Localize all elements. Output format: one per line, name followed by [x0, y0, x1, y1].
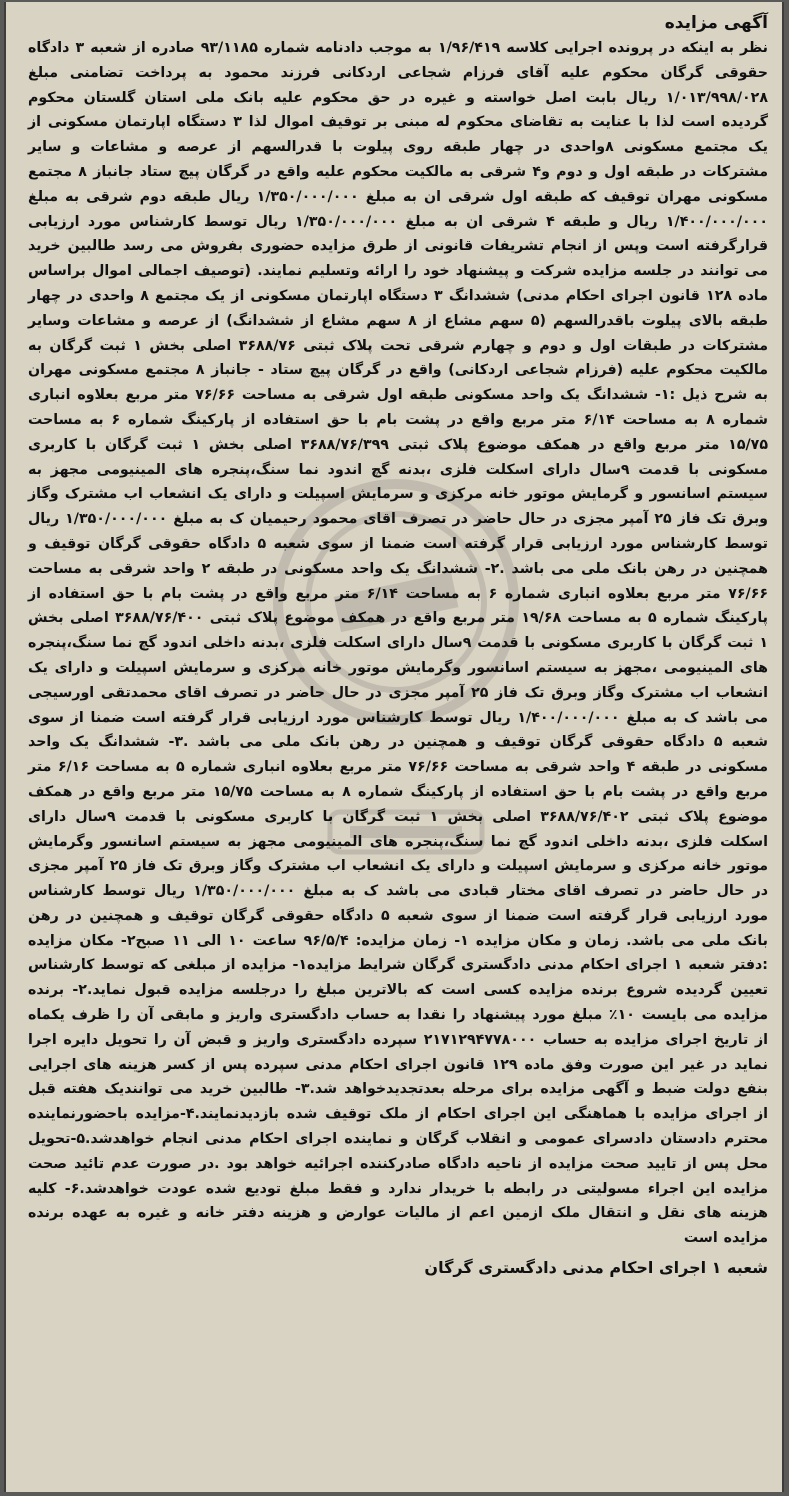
- notice-signature: شعبه ۱ اجرای احکام مدنی دادگستری گرگان: [424, 1258, 768, 1278]
- newspaper-clipping: [4, 2, 784, 1492]
- notice-title: آگهی مزایده: [664, 13, 768, 33]
- notice-body: نظر به اینکه در پرونده اجرایی کلاسه ۱/۹۶/۴۱۹ به موجب دادنامه شماره ۹۳/۱۱۸۵ صادره از شعبه ۳ دادگاه حقوقی گرگان محکوم علیه آقای فرزام شجاعی اردکانی فرزند محمود به پرداخت تضامنی مبلغ ۱/۰۱۳/۹۹۸/۰۲۸ ریال بابت اصل خواسته و غیره در حق محکوم علیه بانک ملی استان گلستان محکوم گردیده است لذا با عنایت به تقاضای محکوم له مبنی بر توقیف اموال لذا ۳ دستگاه اپارتمان مسکونی از یک مجتمع مسکونی ۸واحدی در چهار طبقه روی پیلوت با قدرالسهم از عرصه و مشاعات و سایر مشترکات در طبقه اول و دوم و۴ شرقی به مالکیت محکوم علیه واقع در گرگان پیچ ستاد جانباز ۸ مجتمع مسکونی مهران توقیف که طبقه اول شرقی ان به مبلغ ۱/۳۵۰/۰۰۰/۰۰۰ ریال طبقه دوم شرقی به مبلغ ۱/۴۰۰/۰۰۰/۰۰۰ ریال و طبقه ۴ شرقی ان به مبلغ ۱/۳۵۰/۰۰۰/۰۰۰ ریال توسط کارشناس مورد ارزیابی قرارگرفته است وپس از انجام تشریفات قانونی از طرق مزایده حضوری بفروش می رسد طالبین خرید می توانند در جلسه مزایده شرکت و پیشنهاد خود را ارائه وتسلیم نمایند. (توصیف اجمالی اموال براساس ماده ۱۲۸ قانون اجرای احکام مدنی) ششدانگ ۳ دستگاه اپارتمان مسکونی از یک مجتمع ۸ واحدی در چهار طبقه بالای پیلوت باقدرالسهم (۵ سهم مشاع از ۸ سهم مشاع از ششدانگ) از عرصه و مشاعات وسایر مشترکات در طبقات اول و دوم و چهارم شرقی تحت پلاک ثبتی ۳۶۸۸/۷۶ اصلی بخش ۱ ثبت گرگان به مالکیت محکوم علیه (فرزام شجاعی اردکانی) واقع در گرگان پیچ ستاد - جانباز ۸ مجتمع مسکونی مهران به شرح ذیل :۱- ششدانگ یک واحد مسکونی طبقه اول شرقی به مساحت ۷۶/۶۶ متر مربع بعلاوه انباری شماره ۸ به مساحت ۶/۱۴ متر مربع واقع در پشت بام با حق استفاده از پارکینگ شماره ۶ به مساحت ۱۵/۷۵ متر مربع واقع در همکف موضوع پلاک ثبتی ۳۶۸۸/۷۶/۳۹۹ اصلی بخش ۱ ثبت گرگان با کاربری مسکونی با قدمت ۹سال دارای اسکلت فلزی ،بدنه گچ اندود نما سنگ،پنجره های المینیومی مجهز به سیستم اسانسور و گرمایش موتور خانه مرکزی و سرمایش اسپیلت و دارای یک انشعاب اب مشترک وگاز وبرق تک فاز ۲۵ آمپر مجزی در حال حاضر در تصرف اقای محمود رحیمیان ک به مبلغ ۱/۳۵۰/۰۰۰/۰۰۰ ریال توسط کارشناس مورد ارزیابی قرار گرفته است ضمنا از سوی شعبه ۵ دادگاه حقوقی گرگان توقیف و همچنین در رهن بانک ملی می باشد .۲- ششدانگ یک واحد مسکونی در طبقه ۲ واحد شرقی به مساحت ۷۶/۶۶ متر مربع بعلاوه انباری شماره ۶ به مساحت ۶/۱۴ متر مربع واقع در پشت بام با حق استفاده از پارکینگ شماره ۵ به مساحت ۱۹/۶۸ متر مربع واقع در همکف موضوع پلاک ثبتی ۳۶۸۸/۷۶/۴۰۰ اصلی بخش ۱ ثبت گرگان با کاربری مسکونی با قدمت ۹سال دارای اسکلت فلزی ،بدنه داخلی اندود گچ نما سنگ،پنجره های المینیومی ،مجهز به سیستم اسانسور وگرمایش موتور خانه مرکزی و سرمایش اسپیلت و دارای یک انشعاب اب مشترک وگاز وبرق تک فاز ۲۵ آمپر مجزی در حال حاضر در تصرف اقای محمدتقی اورسیجی می باشد ک به مبلغ ۱/۴۰۰/۰۰۰/۰۰۰ ریال توسط کارشناس مورد ارزیابی قرار گرفته است ضمنا از سوی شعبه ۵ دادگاه حقوقی گرگان توقیف و همچنین در رهن بانک ملی می باشد .۳- ششدانگ یک واحد مسکونی در طبقه ۴ واحد شرقی به مساحت ۷۶/۶۶ متر مربع بعلاوه انباری شماره ۵ به مساحت ۶/۱۶ متر مربع واقع در پشت بام با حق استفاده از پارکینگ شماره ۸ به مساحت ۱۵/۷۵ متر مربع واقع در همکف موضوع پلاک ثبتی ۳۶۸۸/۷۶/۴۰۲ اصلی بخش ۱ ثبت گرگان با کاربری مسکونی با قدمت ۹سال دارای اسکلت فلزی ،بدنه داخلی اندود گچ نما سنگ،پنجره های المینیومی مجهز به سیستم اسانسور وگرمایش موتور خانه مرکزی و سرمایش اسپیلت و دارای یک انشعاب اب مشترک وگاز وبرق تک فاز ۲۵ آمپر مجزی در حال حاضر در تصرف اقای مختار قبادی می باشد ک به مبلغ ۱/۳۵۰/۰۰۰/۰۰۰ ریال توسط کارشناس مورد ارزیابی قرار گرفته است ضمنا از سوی شعبه ۵ دادگاه حقوقی گرگان توقیف و همچنین در رهن بانک ملی می باشد. زمان و مکان مزایده ۱- زمان مزایده: ۹۶/۵/۴ ساعت ۱۰ الی ۱۱ صبح۲- مکان مزایده :دفتر شعبه ۱ اجرای احکام مدنی دادگستری گرگان شرایط مزایده۱- مزایده از مبلغی که توسط کارشناس تعیین گردیده شروع برنده مزایده کسی است که بالاترین مبلغ را درجلسه مزایده قبول نماید.۲- برنده مزایده می بایست ۱۰٪ مبلغ مورد پیشنهاد را نقدا به حساب دادگستری واریز و مابقی آن را ظرف یکماه از تاریخ اجرای مزایده به حساب ۲۱۷۱۲۹۴۷۷۸۰۰۰ سپرده دادگستری واریز و قبض آن را تحویل دایره اجرا نماید در غیر این صورت وفق ماده ۱۲۹ قانون اجرای احکام مدنی سپرده پس از کسر هزینه های اجرایی بنفع دولت ضبط و آگهی مزایده برای مرحله بعدتجدیدخواهد شد.۳- طالبین خرید می توانندیک هفته قبل از اجرای مزایده با هماهنگی این اجرای احکام از ملک توقیف شده بازدیدنمایند.۴-مزایده باحضورنماینده محترم دادستان دادسرای عمومی و انقلاب گرگان و نماینده اجرای احکام مدنی انجام خواهدشد.۵-تحویل محل پس از تایید صحت مزایده از ناحیه دادگاه صادرکننده اجرائیه خواهد بود .در صورت عدم تائید صحت مزایده این اجراء مسولیتی در رابطه با خریدار ندارد و فقط مبلغ تودیع شده عودت خواهدشد.۶- کلیه هزینه های نقل و انتقال ملک ازمین اعم از مالیات عوارض و هزینه دفتر خانه و غیره به عهده برنده مزایده است: [27, 40, 769, 1247]
- auction-notice: [28, 10, 768, 1283]
